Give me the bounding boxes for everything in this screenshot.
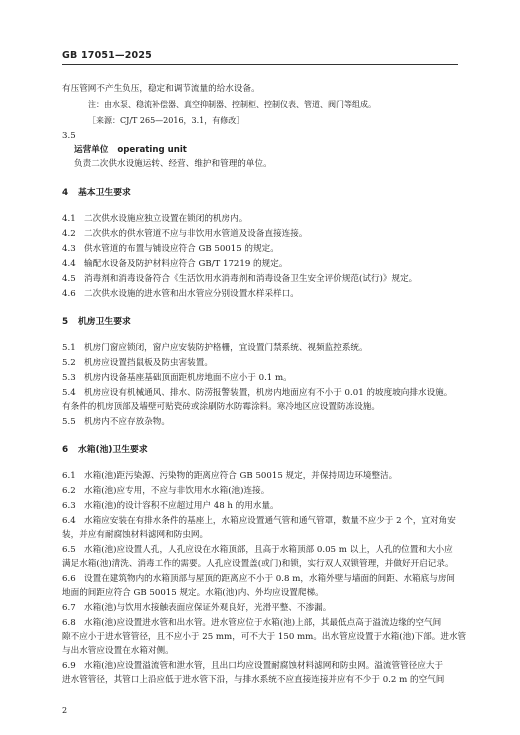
item-6-1: 6.1 水箱(池)距污染源、污染物的距离应符合 GB 50015 规定，并保持周边环境整洁。	[62, 471, 398, 481]
standard-code: GB 17051—2025	[62, 50, 152, 61]
item-4-4: 4.4 输配水设备及防护材料应符合 GB/T 17219 的规定。	[62, 259, 288, 269]
intro-note: 注：由水泵、稳流补偿器、真空抑制器、控制柜、控制仪表、管道、阀门等组成。	[88, 100, 376, 109]
term-heading	[74, 143, 472, 157]
item-6-2: 6.2 水箱(池)应专用，不应与非饮用水水箱(池)连接。	[62, 486, 270, 496]
item-6-6: 6.6 设置在建筑物内的水箱顶部与屋顶的距离应不小于 0.8 m，水箱外壁与墙面的间距、水箱底与房间	[62, 574, 456, 584]
term-en: operating unit	[117, 145, 187, 155]
item-5-5: 5.5 机房内不应存放杂物。	[62, 417, 170, 427]
header-rule	[62, 64, 458, 65]
item-6-5: 6.5 水箱(池)应设置人孔，人孔应设在水箱顶部，且高于水箱顶部 0.05 m 以上，人孔的位置和大小应	[62, 545, 453, 555]
item-6-9-cont: 进水管管径，其管口上沿应低于进水管下沿，与排水系统不应直接连接并应有不少于 0.2 m 的空气间	[62, 675, 445, 685]
item-6-7: 6.7 水箱(池)与饮用水接触表面应保证外观良好，光滑平整、不渗漏。	[62, 603, 332, 613]
item-5-1: 5.1 机房门窗应锁闭，窗户应安装防护格栅，宜设置门禁系统、视频监控系统。	[62, 343, 368, 353]
item-4-6: 4.6 二次供水设施的进水管和出水管应分别设置水样采样口。	[62, 289, 299, 299]
item-6-5-cont: 满足水箱(池)清洗、消毒工作的需要。人孔应设置盖(或门)和锁，实行双人双锁管理，并做好开启记录。	[62, 559, 454, 569]
section-6-heading: 6 水箱(池)卫生要求	[62, 445, 148, 455]
intro-source: ［来源：CJ/T 265—2016，3.1，有修改］	[88, 116, 245, 125]
item-4-2: 4.2 二次供水的供水管道不应与非饮用水管道及设备直接连接。	[62, 229, 308, 239]
item-5-2: 5.2 机房应设置挡鼠板及防虫害装置。	[62, 358, 213, 368]
item-5-3: 5.3 机房内设备基座基础顶面距机房地面不应小于 0.1 m。	[62, 373, 292, 383]
item-6-8-cont2: 与出水管应设置在水箱对侧。	[62, 646, 174, 656]
item-6-9: 6.9 水箱(池)应设置溢流管和泄水管，且出口均应设置耐腐蚀材料滤网和防虫网。溢流管管径应大于	[62, 661, 444, 671]
item-6-3: 6.3 水箱(池)的设计容积不应超过用户 48 h 的用水量。	[62, 501, 279, 511]
item-4-1: 4.1 二次供水设施应独立设置在锁闭的机房内。	[62, 214, 248, 224]
item-6-4-cont: 装，并应有耐腐蚀材料滤网和防虫网。	[62, 530, 209, 540]
term-number: 3.5	[62, 131, 76, 141]
term-definition: 负责二次供水设施运转、经营、维护和管理的单位。	[74, 159, 272, 169]
section-4-heading: 4 基本卫生要求	[62, 188, 131, 198]
item-5-4: 5.4 机房应设有机械通风、排水、防涝报警装置，机房内地面应有不小于 0.01 的坡度坡向排水设施。	[62, 388, 453, 398]
item-5-4-cont: 有条件的机房顶部及墙壁可贴瓷砖或涂刷防水防霉涂料。寒冷地区应设置防冻设施。	[62, 402, 380, 412]
intro-line: 有压管网不产生负压，稳定和调节流量的给水设备。	[62, 84, 260, 94]
page-number: 2	[62, 706, 68, 715]
item-6-6-cont: 地面的间距应符合 GB 50015 规定。水箱(池)内、外均应设置爬梯。	[62, 588, 324, 598]
section-5-heading: 5 机房卫生要求	[62, 317, 131, 327]
item-4-5: 4.5 消毒剂和消毒设备符合《生活饮用水消毒剂和消毒设备卫生安全评价规范(试行)》规定。	[62, 274, 418, 284]
item-6-8-cont: 隙不应小于进水管管径，且不应小于 25 mm，可不大于 150 mm。出水管应设置于水箱(池)下部。进水管	[62, 632, 467, 642]
item-6-8: 6.8 水箱(池)应设置进水管和出水管。进水管应位于水箱(池)上部，其最低点高于溢流边缘的空气间	[62, 618, 442, 628]
item-6-4: 6.4 水箱应安装在有排水条件的基座上，水箱应设置通气管和通气管罩，数量不应少于 2 个，宜对角安	[62, 516, 456, 526]
item-4-3: 4.3 供水管道的布置与铺设应符合 GB 50015 的规定。	[62, 244, 279, 254]
term-cn: 运营单位	[74, 145, 109, 155]
